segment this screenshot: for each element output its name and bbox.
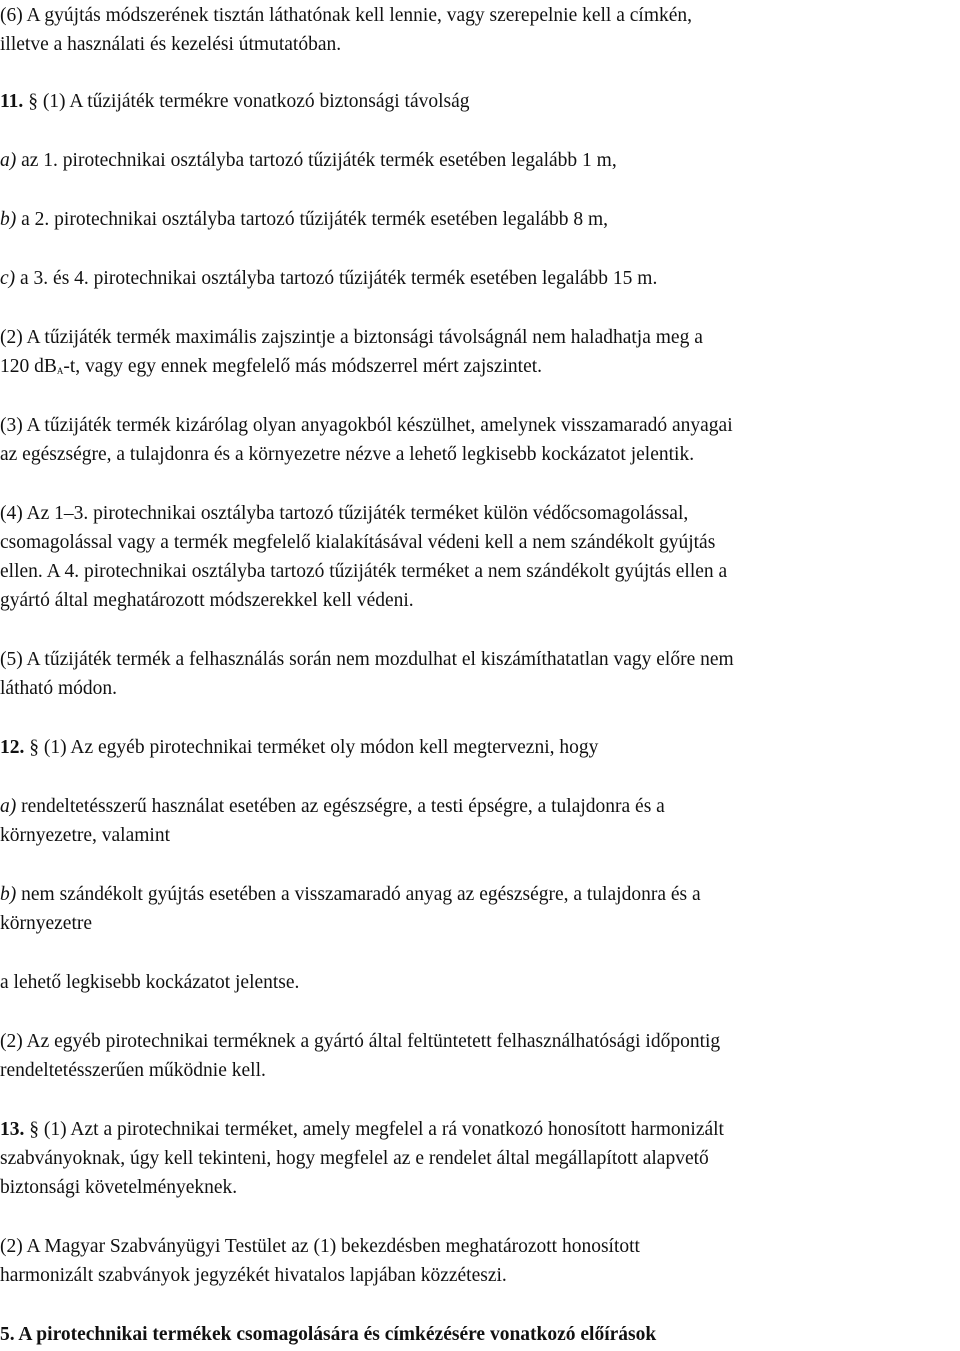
section-number: 12. <box>0 737 25 758</box>
paragraph-3-line-2: az egészségre, a tulajdonra és a környezetre nézve a lehető legkisebb kockázatot jelentik. <box>0 444 695 465</box>
decibel-value: 120 dB <box>0 356 57 377</box>
section-13-heading <box>0 1115 724 1144</box>
paragraph-4-line-4: gyártó által meghatározott módszerekkel kell védeni. <box>0 590 414 611</box>
paragraph-6-line-2: illetve a használati és kezelési útmutatóban. <box>0 34 342 55</box>
item-b <box>0 205 608 234</box>
item-label: a) <box>0 150 17 171</box>
section-13-line-2: szabványoknak, úgy kell tekinteni, hogy megfelel az e rendelet által megállapított alapvető <box>0 1148 709 1169</box>
paragraph-5-line-2: látható módon. <box>0 678 117 699</box>
paragraph-2-rest: -t, vagy egy ennek megfelelő más módszerrel mért zajszintet. <box>63 356 543 377</box>
section-sign: § <box>29 1119 39 1140</box>
section-13-line-3: biztonsági követelményeknek. <box>0 1177 238 1198</box>
item-label: a) <box>0 796 17 817</box>
paragraph-6-line-1: (6) A gyújtás módszerének tisztán láthatónak kell lennie, vagy szerepelnie kell a címkén, <box>0 5 693 26</box>
paragraph-4-line-2: csomagolással vagy a termék megfelelő kialakításával védeni kell a nem szándékolt gyújtás <box>0 532 716 553</box>
item-label: b) <box>0 209 17 230</box>
item-text: nem szándékolt gyújtás esetében a visszamaradó anyag az egészségre, a tulajdonra és a <box>21 884 701 905</box>
section-11-heading <box>0 87 470 116</box>
section-12-title: (1) Az egyéb pirotechnikai terméket oly módon kell megtervezni, hogy <box>43 737 599 758</box>
item-label: c) <box>0 268 16 289</box>
item-a <box>0 146 617 175</box>
paragraph-2-line-2: rendeltetésszerűen működnie kell. <box>0 1060 266 1081</box>
paragraph-2-line-1: (2) A tűzijáték termék maximális zajszintje a biztonsági távolságnál nem haladhatja meg a <box>0 327 703 348</box>
item-b-line-2: környezetre <box>0 913 93 934</box>
paragraph-2-line-1: (2) Az egyéb pirotechnikai terméknek a gyártó által feltüntetett felhasználhatósági időpontig <box>0 1031 721 1052</box>
item-c <box>0 264 657 293</box>
paragraph-2-line-2: harmonizált szabványok jegyzékét hivatalos lapjában közzéteszi. <box>0 1265 507 1286</box>
paragraph-4-line-1: (4) Az 1–3. pirotechnikai osztályba tartozó tűzijáték terméket külön védőcsomagolással, <box>0 503 689 524</box>
item-a-line-1 <box>0 792 665 821</box>
section-13-text: (1) Azt a pirotechnikai terméket, amely megfelel a rá vonatkozó honosított harmonizált <box>43 1119 724 1140</box>
paragraph-2-line-1: (2) A Magyar Szabványügyi Testület az (1) bekezdésben meghatározott honosított <box>0 1236 640 1257</box>
paragraph-2-line-2 <box>0 352 542 381</box>
item-text: a 3. és 4. pirotechnikai osztályba tartozó tűzijáték termék esetében legalább 15 m. <box>20 268 658 289</box>
item-text: a 2. pirotechnikai osztályba tartozó tűzijáték termék esetében legalább 8 m, <box>21 209 609 230</box>
item-text: az 1. pirotechnikai osztályba tartozó tűzijáték termék esetében legalább 1 m, <box>21 150 617 171</box>
item-label: b) <box>0 884 17 905</box>
section-11-title: (1) A tűzijáték termékre vonatkozó biztonsági távolság <box>42 91 470 112</box>
chapter-5-heading: 5. A pirotechnikai termékek csomagolására és címkézésére vonatkozó előírások <box>0 1324 657 1345</box>
section-number: 13. <box>0 1119 25 1140</box>
section-number: 11. <box>0 91 24 112</box>
item-a-line-2: környezetre, valamint <box>0 825 171 846</box>
paragraph-5-line-1: (5) A tűzijáték termék a felhasználás során nem mozdulhat el kiszámíthatatlan vagy előre nem <box>0 649 734 670</box>
item-text: rendeltetésszerű használat esetében az egészségre, a testi épségre, a tulajdonra és a <box>21 796 665 817</box>
section-12-heading <box>0 733 598 762</box>
paragraph-4-line-3: ellen. A 4. pirotechnikai osztályba tartozó tűzijáték terméket a nem szándékolt gyújtás ellen a <box>0 561 728 582</box>
closing-line: a lehető legkisebb kockázatot jelentse. <box>0 972 300 993</box>
decibel-subscript: A <box>56 366 64 376</box>
item-b-line-1 <box>0 880 701 909</box>
paragraph-3-line-1: (3) A tűzijáték termék kizárólag olyan anyagokból készülhet, amelynek visszamaradó anyagai <box>0 415 733 436</box>
section-sign: § <box>29 737 39 758</box>
section-sign: § <box>28 91 38 112</box>
